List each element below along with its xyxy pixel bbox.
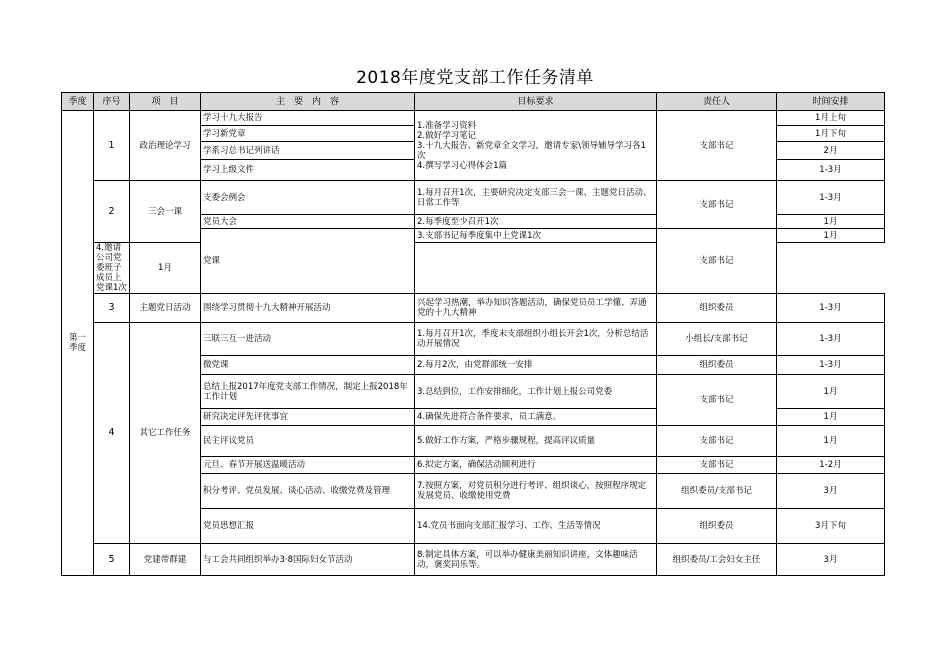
goal-cell: 2.每季度至少召开1次: [415, 215, 657, 229]
page-title: 2018年度党支部工作任务清单: [356, 68, 594, 88]
content-cell: 与工会共同组织举办3·8国际妇女节活动: [201, 544, 415, 576]
goal-cell: 4.确保先进符合条件要求，员工满意。: [415, 409, 657, 426]
goal-cell: 1.每月召开1次，主要研究决定支部三会一课、主题党日活动、日常工作等: [415, 181, 657, 215]
owner-cell: 组织委员: [657, 356, 777, 375]
content-cell: 积分考评、党员发展、谈心活动、收缴党费及管理: [201, 474, 415, 509]
table-row: [62, 294, 885, 323]
content-cell: 党课: [201, 229, 415, 294]
owner-cell: 支部书记: [657, 111, 777, 181]
time-cell: 2月: [777, 142, 885, 160]
owner-cell: 组织委员/工会妇女主任: [657, 544, 777, 576]
group-no: 2: [94, 181, 130, 243]
goal-cell: 1.准备学习资料 2.做好学习笔记 3.十九大报告、新党章全文学习，邀请专家\领导辅导学习各1次 4.撰写学习心得体会1篇: [415, 111, 657, 181]
content-cell: 学习新党章: [201, 126, 415, 142]
content-cell: 学习十九大报告: [201, 111, 415, 126]
goal-cell: 4.邀请公司党委班子成员上党课1次: [94, 243, 130, 294]
header-time: 时间安排: [777, 93, 885, 111]
header-item: 项 目: [130, 93, 201, 111]
time-cell: 1-3月: [777, 356, 885, 375]
time-cell: 1-3月: [777, 181, 885, 215]
content-cell: 微党课: [201, 356, 415, 375]
content-cell: 三联三互一进活动: [201, 323, 415, 356]
content-cell: 研究决定评先评优事宜: [201, 409, 415, 426]
time-cell: 1月上旬: [777, 111, 885, 126]
header-row: [62, 93, 885, 111]
owner-cell: 小组长/支部书记: [657, 323, 777, 356]
group-item: 党建带群建: [130, 544, 201, 576]
group-item: 政治理论学习: [130, 111, 201, 181]
group-no: 3: [94, 294, 130, 323]
content-cell: 围绕学习贯彻十九大精神开展活动: [201, 294, 415, 323]
group-item: 其它工作任务: [130, 323, 201, 544]
goal-cell: 3.支部书记每季度集中上党课1次: [415, 229, 657, 243]
goal-cell: 5.做好工作方案，严格步骤规程，提高评议质量: [415, 426, 657, 457]
group-no: 1: [94, 111, 130, 181]
goal-cell: 3.总结到位，工作安排细化，工作计划上报公司党委: [415, 375, 657, 409]
goal-cell: 8.制定具体方案，可以举办健康美丽知识讲座，文体趣味活动，褒奖同乐等。: [415, 544, 657, 576]
table-row: [62, 544, 885, 576]
time-cell: 1-2月: [777, 457, 885, 474]
time-cell: 1月: [777, 409, 885, 426]
owner-cell: 支部书记: [657, 457, 777, 474]
owner-cell: 组织委员/支部书记: [657, 474, 777, 509]
time-cell: 3月下旬: [777, 509, 885, 544]
time-cell: 1月: [777, 229, 885, 243]
content-cell: 民主评议党员: [201, 426, 415, 457]
group-item: 主题党日活动: [130, 294, 201, 323]
time-cell: 1-3月: [777, 323, 885, 356]
table-row: [62, 323, 885, 356]
time-cell: 1月下旬: [777, 126, 885, 142]
goal-cell: 2.每月2次，由党群部统一安排: [415, 356, 657, 375]
table-row: [62, 181, 885, 215]
header-content: 主 要 内 容: [201, 93, 415, 111]
content-cell: 总结上报2017年度党支部工作情况，制定上报2018年工作计划: [201, 375, 415, 409]
owner-cell: 组织委员: [657, 294, 777, 323]
time-cell: 1月: [777, 215, 885, 229]
time-cell: 1月: [777, 426, 885, 457]
goal-cell: 6.拟定方案，确保活动顺利进行: [415, 457, 657, 474]
goal-cell: 1.每月召开1次，季度末支部组织小组长开会1次，分析总结活动开展情况: [415, 323, 657, 356]
time-cell: 3月: [777, 544, 885, 576]
time-cell: 1-3月: [777, 160, 885, 181]
owner-cell: 支部书记: [657, 426, 777, 457]
goal-cell: 14.党员书面向支部汇报学习、工作、生活等情况: [415, 509, 657, 544]
owner-cell: 组织委员: [657, 509, 777, 544]
goal-cell: 7.按照方案，对党员积分进行考评、组织谈心，按照程序规定发展党员、收缴使用党费: [415, 474, 657, 509]
season-cell: 第一季度: [62, 111, 94, 576]
header-no: 序号: [94, 93, 130, 111]
header-goal: 目标要求: [415, 93, 657, 111]
group-item: 三会一课: [130, 181, 201, 243]
content-cell: 元旦、春节开展送温暖活动: [201, 457, 415, 474]
header-owner: 责任人: [657, 93, 777, 111]
content-cell: 支委会例会: [201, 181, 415, 215]
group-no: 4: [94, 323, 130, 544]
time-cell: 3月: [777, 474, 885, 509]
table-row: [62, 111, 885, 126]
owner-cell: 支部书记: [657, 181, 777, 229]
owner-cell: 支部书记: [657, 229, 777, 294]
header-season: 季度: [62, 93, 94, 111]
group-no: 5: [94, 544, 130, 576]
content-cell: 学习上级文件: [201, 160, 415, 181]
task-table: [61, 92, 885, 576]
content-cell: 学系习总书记列讲话: [201, 142, 415, 160]
content-cell: 党员大会: [201, 215, 415, 229]
goal-cell: 兴起学习热潮，举办知识答题活动，确保党员员工学懂、弄通党的十九大精神: [415, 294, 657, 323]
content-cell: 党员思想汇报: [201, 509, 415, 544]
time-cell: 1-3月: [777, 294, 885, 323]
owner-cell: 支部书记: [657, 375, 777, 426]
time-cell: 1月: [777, 375, 885, 409]
time-cell: 1月: [130, 243, 201, 294]
